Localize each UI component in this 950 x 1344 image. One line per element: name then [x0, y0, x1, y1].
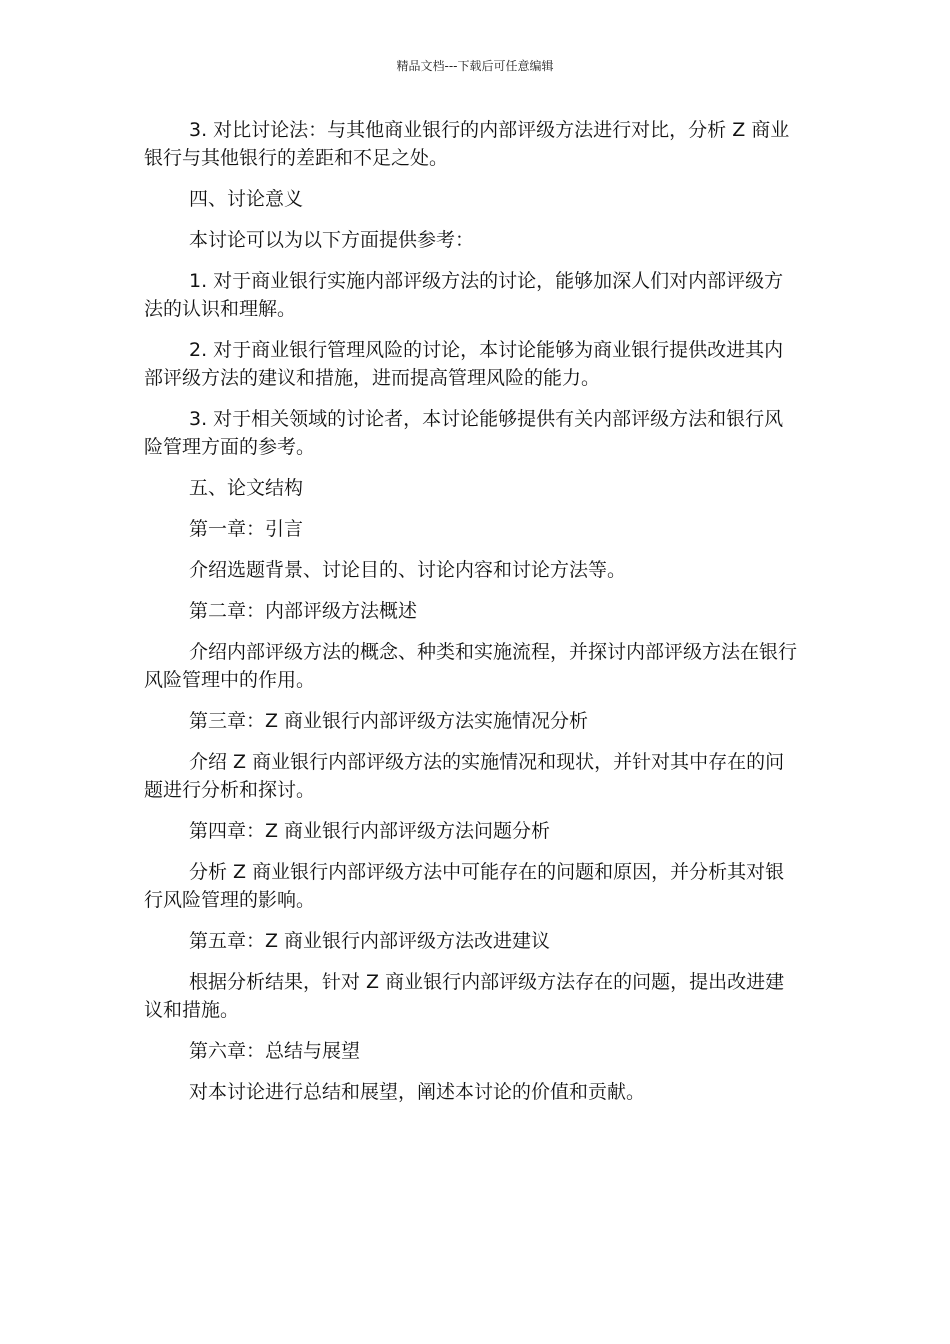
chapter-2-description: 介绍内部评级方法的概念、种类和实施流程，并探讨内部评级方法在银行风险管理中的作用。 [144, 641, 798, 691]
chapter-6-description: 对本讨论进行总结和展望，阐述本讨论的价值和贡献。 [189, 1081, 646, 1103]
paragraph-significance-1: 1. 对于商业银行实施内部评级方法的讨论，能够加深人们对内部评级方法的认识和理解。 [144, 270, 784, 320]
paragraph-method-3: 3. 对比讨论法：与其他商业银行的内部评级方法进行对比，分析 Z 商业银行与其他银行的差距和不足之处。 [144, 119, 790, 169]
chapter-5-heading: 第五章：Z 商业银行内部评级方法改进建议 [189, 930, 551, 952]
chapter-4-heading: 第四章：Z 商业银行内部评级方法问题分析 [189, 820, 551, 842]
chapter-3-heading: 第三章：Z 商业银行内部评级方法实施情况分析 [189, 710, 589, 732]
paragraph-significance-3: 3. 对于相关领域的讨论者，本讨论能够提供有关内部评级方法和银行风险管理方面的参考。 [144, 408, 784, 458]
chapter-5-description: 根据分析结果，针对 Z 商业银行内部评级方法存在的问题，提出改进建议和措施。 [144, 971, 785, 1021]
paragraph-significance-intro: 本讨论可以为以下方面提供参考： [189, 229, 475, 251]
document-body [144, 116, 800, 1119]
chapter-4-description: 分析 Z 商业银行内部评级方法中可能存在的问题和原因，并分析其对银行风险管理的影响。 [144, 861, 785, 911]
section-heading-significance: 四、讨论意义 [189, 188, 304, 210]
chapter-3-description: 介绍 Z 商业银行内部评级方法的实施情况和现状，并针对其中存在的问题进行分析和探讨。 [144, 751, 785, 801]
page-header: 精品文档---下载后可任意编辑 [396, 59, 554, 73]
chapter-2-heading: 第二章：内部评级方法概述 [189, 600, 418, 622]
chapter-1-description: 介绍选题背景、讨论目的、讨论内容和讨论方法等。 [189, 559, 627, 581]
chapter-6-heading: 第六章：总结与展望 [189, 1040, 361, 1062]
section-heading-structure: 五、论文结构 [189, 477, 304, 499]
chapter-1-heading: 第一章：引言 [189, 518, 304, 540]
paragraph-significance-2: 2. 对于商业银行管理风险的讨论，本讨论能够为商业银行提供改进其内部评级方法的建议和措施，进而提高管理风险的能力。 [144, 339, 784, 389]
